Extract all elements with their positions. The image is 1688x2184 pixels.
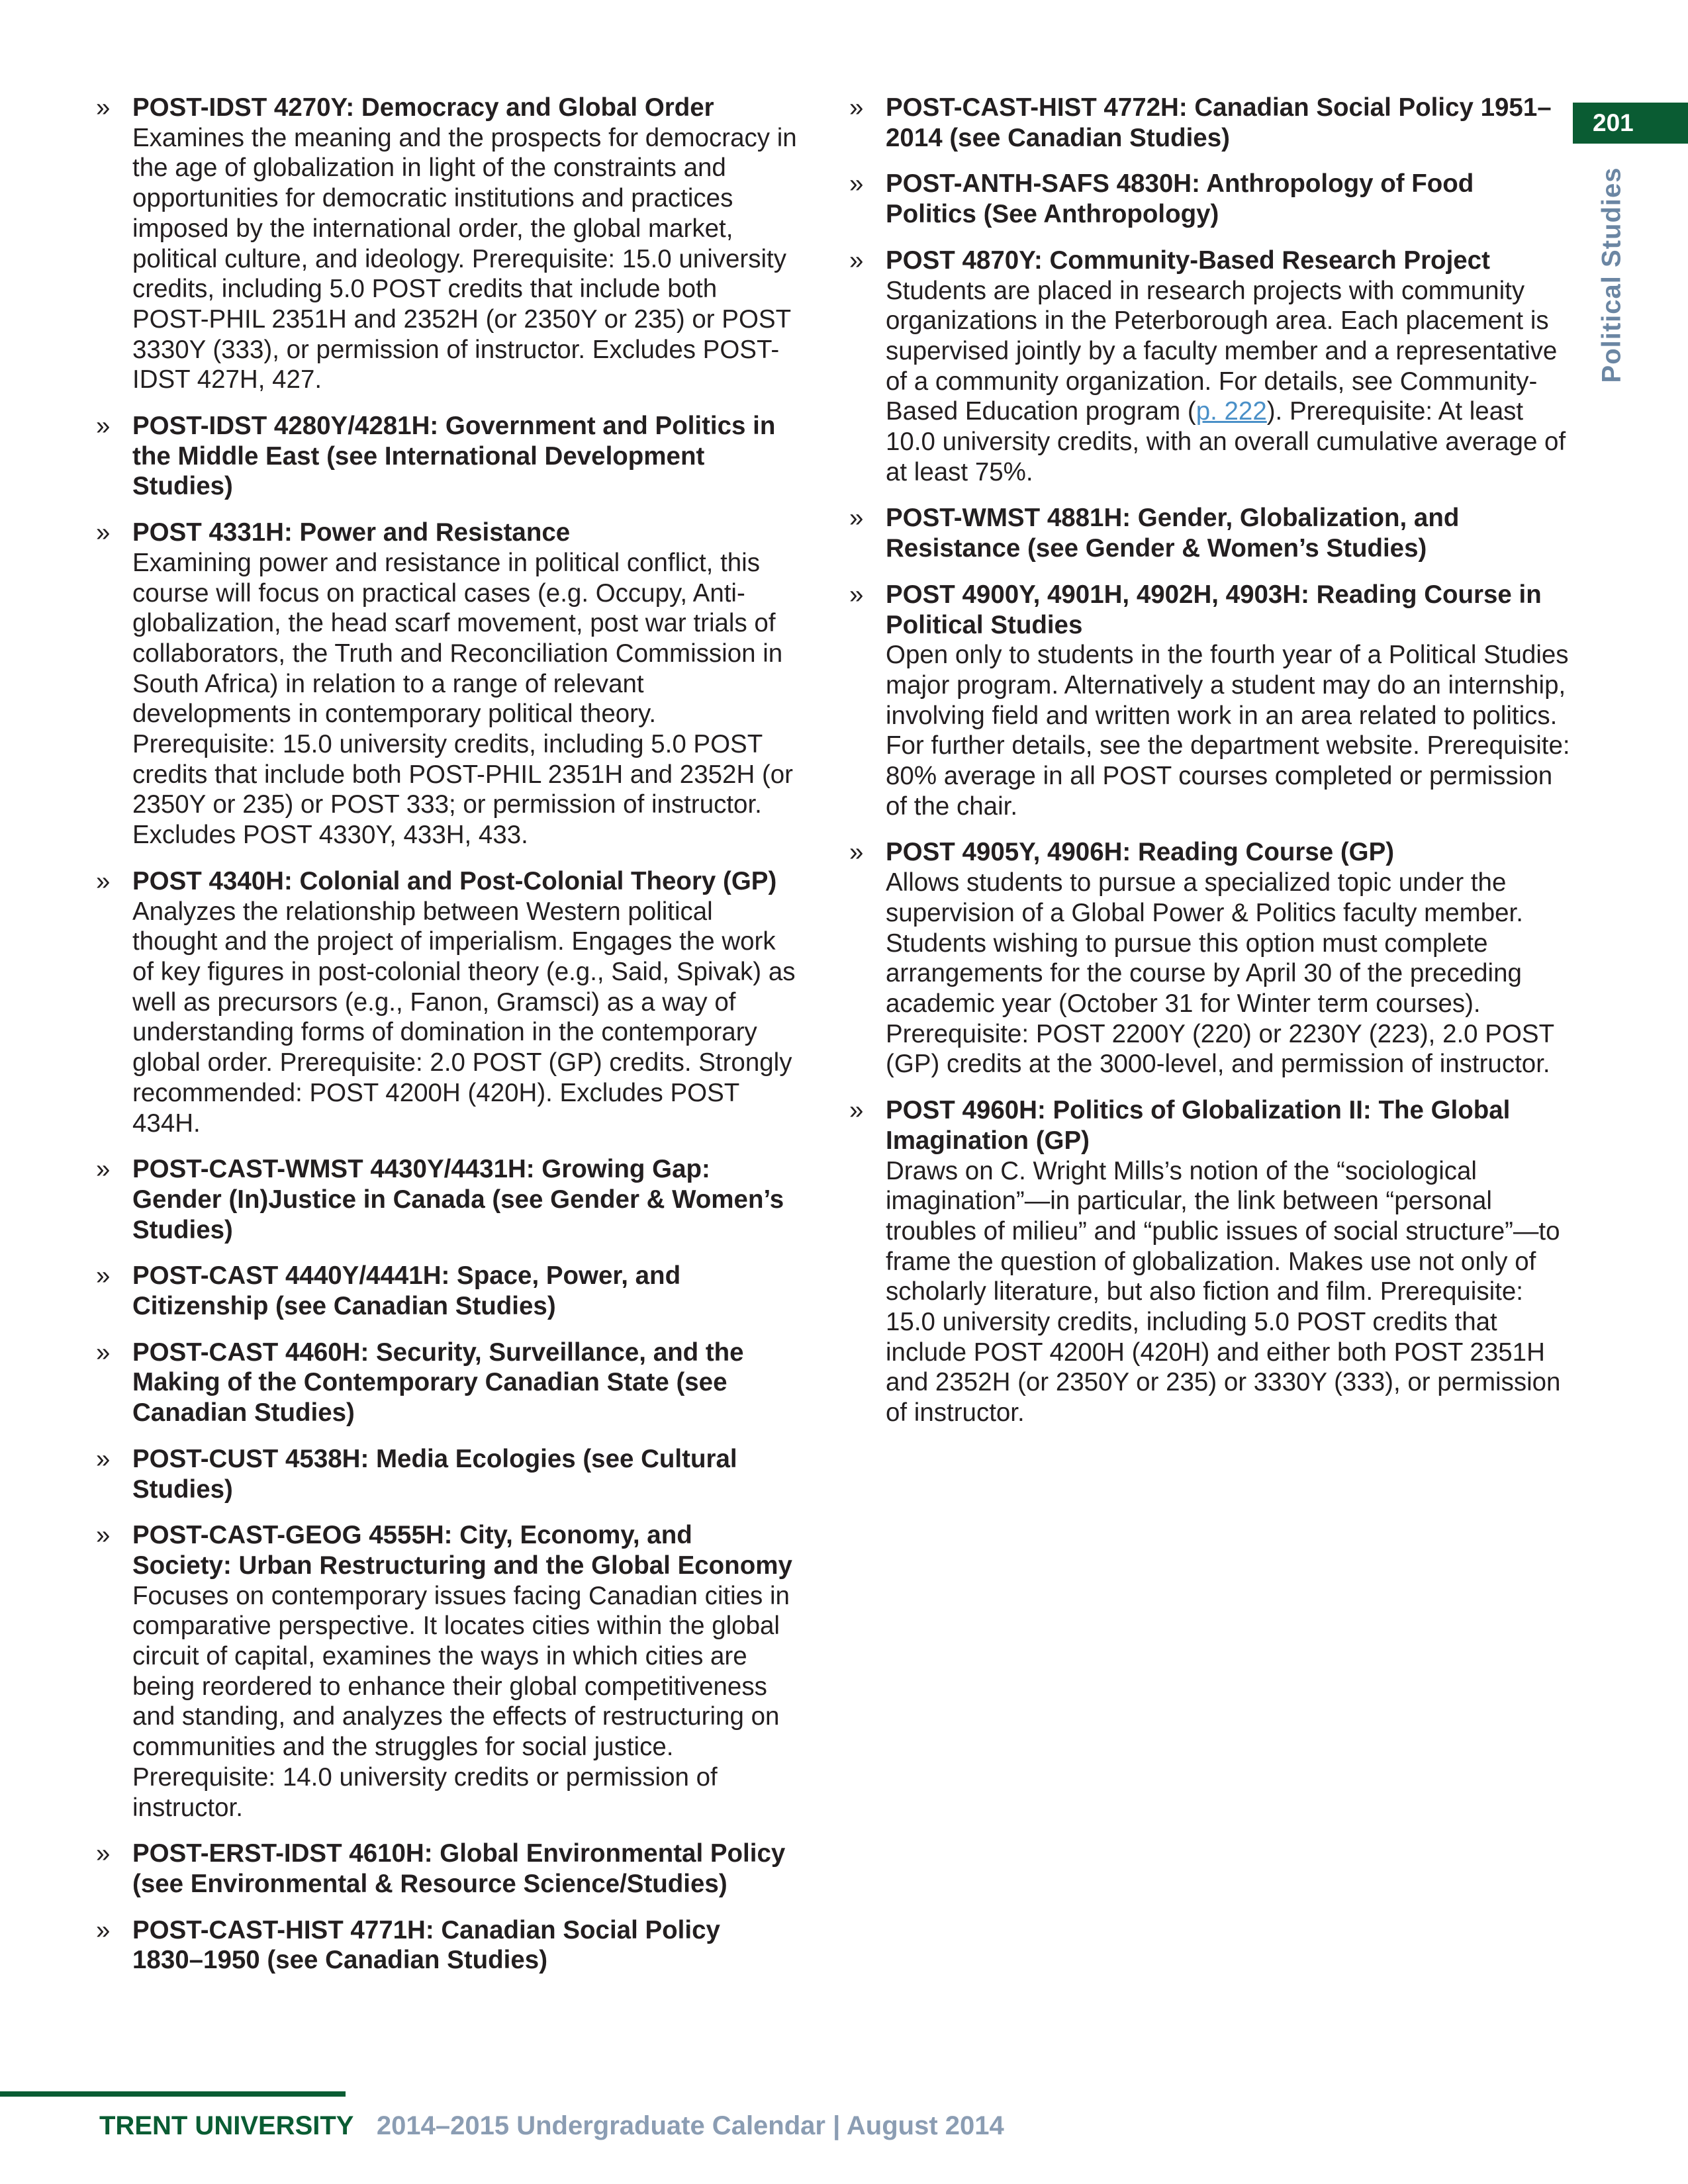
course-entry bbox=[96, 1154, 798, 1245]
course-entry bbox=[96, 1915, 798, 1976]
course-description: Focuses on contemporary issues facing Canadian cities in comparative perspective. It locates cities within the global circuit of capital, examines the ways in which cities are being reordered to enhance their global competitiveness and standing, and analyzes the effects of restructuring on communities and the struggles for social justice. Prerequisite: 14.0 university credits or permission of instructor. bbox=[132, 1581, 790, 1822]
description-text-after-link: ). Prerequisite: At least 10.0 university credits, with an overall cumulative average of at least 75%. bbox=[886, 397, 1566, 486]
footer-university: TRENT UNIVERSITY bbox=[99, 2111, 353, 2140]
course-entry bbox=[96, 1444, 798, 1504]
bullet-icon: » bbox=[849, 246, 864, 275]
course-heading: POST 4960H: Politics of Globalization II: The Global Imagination (GP) bbox=[886, 1096, 1511, 1155]
course-entry bbox=[849, 169, 1571, 229]
bullet-icon: » bbox=[96, 93, 111, 122]
course-heading: POST-ERST-IDST 4610H: Global Environmental Policy (see Environmental & Resource Science/Studies) bbox=[132, 1839, 786, 1898]
course-description: Draws on C. Wright Mills’s notion of the “sociological imagination”—in particular, the link between “personal troubles of milieu” and “public issues of social structure”—to frame the question of globalization. Makes use not only of scholarly literature, but also fiction and film. Prerequisite: 15.0 university credits, including 5.0 POST credits that include POST 4200H (420H) and either both POST 2351H and 2352H (or 2350Y or 235) or 3330Y (333), or permission of instructor. bbox=[886, 1156, 1561, 1428]
bullet-icon: » bbox=[96, 1444, 111, 1473]
course-heading: POST-CUST 4538H: Media Ecologies (see Cultural Studies) bbox=[132, 1444, 737, 1504]
course-description bbox=[886, 276, 1571, 488]
right-column bbox=[849, 93, 1571, 1444]
course-entry bbox=[849, 837, 1571, 1079]
course-entry bbox=[849, 503, 1571, 563]
bullet-icon: » bbox=[96, 518, 111, 547]
course-entry bbox=[96, 1520, 798, 1823]
course-entry bbox=[96, 866, 798, 1138]
course-heading: POST-CAST-WMST 4430Y/4431H: Growing Gap: Gender (In)Justice in Canada (see Gender & Women’s Studies) bbox=[132, 1155, 784, 1244]
course-entry bbox=[96, 1839, 798, 1899]
course-entry bbox=[96, 1338, 798, 1428]
bullet-icon: » bbox=[96, 1338, 111, 1367]
course-description: Allows students to pursue a specialized topic under the supervision of a Global Power & Politics faculty member. Students wishing to pursue this option must complete arrangements for the course by April 30 of the preceding academic year (October 31 for Winter term courses). Prerequisite: POST 2200Y (220) or 2230Y (223), 2.0 POST (GP) credits at the 3000-level, and permission of instructor. bbox=[886, 868, 1554, 1079]
page-number: 201 bbox=[1573, 103, 1688, 144]
bullet-icon: » bbox=[96, 1521, 111, 1550]
bullet-icon: » bbox=[849, 1096, 864, 1125]
course-heading: POST-CAST 4440Y/4441H: Space, Power, and Citizenship (see Canadian Studies) bbox=[132, 1261, 681, 1321]
description-text-before-link: Students are placed in research projects with community organizations in the Peterborough area. Each placement is supervised jointly by a faculty member and a representative of a community organization. For details, see Community-Based Education program ( bbox=[886, 276, 1558, 426]
course-heading: POST-CAST 4460H: Security, Surveillance, and the Making of the Contemporary Canadian State (see Canadian Studies) bbox=[132, 1338, 744, 1428]
bullet-icon: » bbox=[96, 1261, 111, 1291]
page-footer bbox=[99, 2111, 1004, 2141]
bullet-icon: » bbox=[96, 412, 111, 441]
course-heading: POST-CAST-HIST 4771H: Canadian Social Policy 1830–1950 (see Canadian Studies) bbox=[132, 1915, 720, 1975]
course-entry bbox=[96, 518, 798, 850]
course-heading: POST 4900Y, 4901H, 4902H, 4903H: Reading Course in Political Studies bbox=[886, 580, 1542, 639]
course-heading: POST-IDST 4280Y/4281H: Government and Politics in the Middle East (see International Development Studies) bbox=[132, 412, 776, 501]
footer-rule bbox=[0, 2091, 346, 2097]
bullet-icon: » bbox=[96, 866, 111, 895]
page-reference-link[interactable]: p. 222 bbox=[1196, 397, 1267, 426]
course-entry bbox=[849, 1095, 1571, 1428]
course-heading: POST 4905Y, 4906H: Reading Course (GP) bbox=[886, 838, 1395, 867]
course-entry bbox=[849, 93, 1571, 153]
bullet-icon: » bbox=[849, 169, 864, 199]
course-entry bbox=[849, 580, 1571, 822]
course-heading: POST-CAST-GEOG 4555H: City, Economy, and Society: Urban Restructuring and the Global Economy bbox=[132, 1521, 792, 1580]
bullet-icon: » bbox=[849, 580, 864, 609]
section-side-title bbox=[1589, 169, 1635, 381]
bullet-icon: » bbox=[96, 1155, 111, 1184]
left-column bbox=[96, 93, 798, 1991]
course-description: Open only to students in the fourth year of a Political Studies major program. Alternatively a student may do an internship, involving field and written work in an area related to politics. For further details, see the department website. Prerequisite: 80% average in all POST courses completed or permission of the chair. bbox=[886, 641, 1570, 821]
course-description: Analyzes the relationship between Western political thought and the project of imperialism. Engages the work of key figures in post-colonial theory (e.g., Said, Spivak) as well as precursors (e.g., Fanon, Gramsci) as a way of understanding forms of domination in the contemporary global order. Prerequisite: 2.0 POST (GP) credits. Strongly recommended: POST 4200H (420H). Excludes POST 434H. bbox=[132, 897, 796, 1138]
course-entry bbox=[96, 1261, 798, 1321]
section-side-title-text: Political Studies bbox=[1597, 167, 1626, 383]
bullet-icon: » bbox=[96, 1839, 111, 1868]
course-entry bbox=[849, 246, 1571, 488]
bullet-icon: » bbox=[849, 504, 864, 533]
footer-calendar: 2014–2015 Undergraduate Calendar | August 2014 bbox=[376, 2111, 1004, 2140]
course-heading: POST 4870Y: Community-Based Research Project bbox=[886, 246, 1490, 275]
bullet-icon: » bbox=[96, 1915, 111, 1944]
course-heading: POST-ANTH-SAFS 4830H: Anthropology of Food Politics (See Anthropology) bbox=[886, 169, 1474, 229]
bullet-icon: » bbox=[849, 838, 864, 867]
course-heading: POST 4331H: Power and Resistance bbox=[132, 518, 571, 547]
bullet-icon: » bbox=[849, 93, 864, 122]
course-heading: POST-IDST 4270Y: Democracy and Global Order bbox=[132, 93, 714, 122]
course-entry bbox=[96, 411, 798, 502]
course-description: Examining power and resistance in political conflict, this course will focus on practical cases (e.g. Occupy, Anti-globalization, the head scarf movement, post war trials of collaborators, the Truth and Reconciliation Commission in South Africa) in relation to a range of relevant developments in contemporary political theory. Prerequisite: 15.0 university credits, including 5.0 POST credits that include both POST-PHIL 2351H and 2352H (or 2350Y or 235) or POST 333; or permission of instructor. Excludes POST 4330Y, 433H, 433. bbox=[132, 548, 793, 850]
course-heading: POST-WMST 4881H: Gender, Globalization, and Resistance (see Gender & Women’s Studies) bbox=[886, 504, 1460, 563]
course-entry bbox=[96, 93, 798, 395]
course-heading: POST 4340H: Colonial and Post-Colonial Theory (GP) bbox=[132, 866, 777, 895]
course-heading: POST-CAST-HIST 4772H: Canadian Social Policy 1951–2014 (see Canadian Studies) bbox=[886, 93, 1552, 152]
course-description: Examines the meaning and the prospects for democracy in the age of globalization in light of the constraints and opportunities for democratic institutions and practices imposed by the international order, the global market, political culture, and ideology. Prerequisite: 15.0 university credits, including 5.0 POST credits that include both POST-PHIL 2351H and 2352H (or 2350Y or 235) or POST 3330Y (333), or permission of instructor. Excludes POST-IDST 427H, 427. bbox=[132, 123, 797, 394]
